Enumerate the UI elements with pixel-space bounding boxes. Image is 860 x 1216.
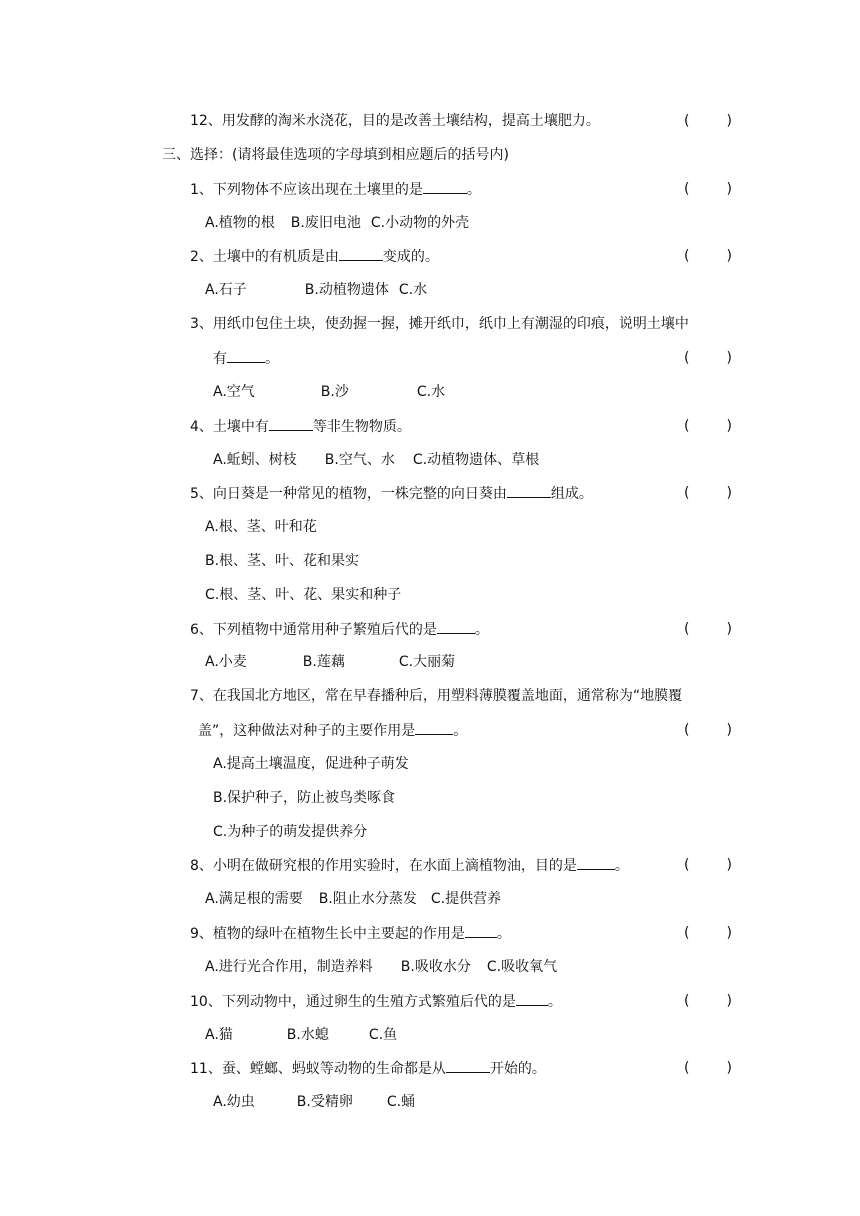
question-7-continued: 盖”，这种做法对种子的主要作用是 。 [198, 720, 467, 740]
option-a: A.猫 [205, 1027, 233, 1043]
question-6: 6、下列植物中通常用种子繁殖后代的是 。 [190, 619, 489, 639]
option-b: B.废旧电池 [290, 215, 361, 231]
option-b: B.空气、水 [324, 452, 395, 468]
question-8: 8、小明在做研究根的作用实验时，在水面上滴植物油，目的是 。 [190, 855, 629, 875]
option-7a: A.提高土壤温度，促进种子萌发 [213, 756, 409, 772]
option-7c: C.为种子的萌发提供养分 [213, 824, 368, 840]
fill-blank [465, 923, 497, 938]
option-5b: B.根、茎、叶、花和果实 [205, 553, 360, 569]
option-a: A.植物的根 [205, 215, 275, 231]
option-7b: B.保护种子，防止被鸟类啄食 [213, 790, 396, 806]
fill-blank [577, 855, 615, 870]
answer-parentheses: ( ) [684, 181, 732, 197]
question-4: 4、土壤中有 等非生物物质。 [190, 416, 411, 436]
option-c: C.水 [416, 384, 446, 400]
question-10: 10、下列动物中，通过卵生的生殖方式繁殖后代的是 。 [190, 991, 562, 1011]
question-3: 3、用纸巾包住土块，使劲握一握，摊开纸巾，纸巾上有潮湿的印痕，说明土壤中 [190, 316, 689, 332]
answer-parentheses: ( ) [684, 1060, 732, 1076]
option-c: C.水 [398, 282, 428, 298]
answer-parentheses: ( ) [684, 857, 732, 873]
answer-parentheses: ( ) [684, 418, 732, 434]
answer-parentheses: ( ) [684, 722, 732, 738]
option-c: C.提供营养 [430, 891, 502, 907]
answer-parentheses: ( ) [684, 621, 732, 637]
option-a: A.石子 [205, 282, 247, 298]
option-b: B.水螅 [286, 1027, 329, 1043]
answer-parentheses: ( ) [684, 350, 732, 366]
option-b: B.阻止水分蒸发 [318, 891, 417, 907]
options-10 [205, 1025, 397, 1045]
question-9: 9、植物的绿叶在植物生长中主要起的作用是 。 [190, 923, 511, 943]
option-c: C.蛹 [386, 1094, 416, 1110]
options-4 [213, 450, 539, 470]
options-3 [213, 382, 445, 402]
option-b: B.吸收水分 [400, 959, 471, 975]
options-1 [205, 213, 469, 233]
option-a: A.进行光合作用，制造养料 [205, 959, 373, 975]
answer-parentheses: ( ) [684, 113, 732, 129]
question-2: 2、土壤中的有机质是由 变成的。 [190, 246, 439, 266]
option-a: A.满足根的需要 [205, 891, 303, 907]
option-c: C.大丽菊 [398, 654, 456, 670]
options-8 [205, 889, 501, 909]
options-9 [205, 957, 557, 977]
option-5c: C.根、茎、叶、花、果实和种子 [205, 587, 402, 603]
option-c: C.鱼 [368, 1027, 398, 1043]
option-5a: A.根、茎、叶和花 [205, 519, 317, 535]
fill-blank [269, 416, 313, 431]
option-b: B.动植物遗体 [304, 282, 389, 298]
option-b: B.沙 [320, 384, 349, 400]
fill-blank [507, 483, 551, 498]
option-a: A.蚯蚓、树枝 [213, 452, 297, 468]
question-12 [190, 111, 600, 131]
options-2 [205, 280, 427, 300]
answer-parentheses: ( ) [684, 248, 732, 264]
options-11 [213, 1092, 415, 1112]
question-11: 11、蚕、螳螂、蚂蚁等动物的生命都是从 开始的。 [190, 1058, 546, 1078]
question-7: 7、在我国北方地区，常在早春播种后，用塑料薄膜覆盖地面，通常称为“地膜覆 [190, 688, 683, 704]
answer-parentheses: ( ) [684, 485, 732, 501]
question-text: 12、用发酵的淘米水浇花，目的是改善土壤结构，提高土壤肥力。 [190, 113, 600, 129]
fill-blank [516, 991, 548, 1006]
option-b: B.受精卵 [296, 1094, 353, 1110]
fill-blank [227, 348, 265, 363]
options-6 [205, 652, 455, 672]
option-a: A.幼虫 [213, 1094, 255, 1110]
option-b: B.莲藕 [302, 654, 345, 670]
option-c: C.小动物的外壳 [370, 215, 470, 231]
fill-blank [339, 246, 383, 261]
option-a: A.小麦 [205, 654, 247, 670]
question-3-continued: 有 。 [213, 348, 279, 368]
question-1: 1、下列物体不应该出现在土壤里的是 。 [190, 179, 481, 199]
option-c: C.吸收氧气 [486, 959, 558, 975]
fill-blank [446, 1058, 490, 1073]
question-5: 5、向日葵是一种常见的植物，一株完整的向日葵由 组成。 [190, 483, 593, 503]
section-title: 三、选择：(请将最佳选项的字母填到相应题后的括号内) [162, 147, 509, 163]
answer-parentheses: ( ) [684, 993, 732, 1009]
fill-blank [437, 619, 475, 634]
option-a: A.空气 [213, 384, 255, 400]
fill-blank [415, 720, 453, 735]
fill-blank [423, 179, 467, 194]
option-c: C.动植物遗体、草根 [412, 452, 540, 468]
answer-parentheses: ( ) [684, 925, 732, 941]
